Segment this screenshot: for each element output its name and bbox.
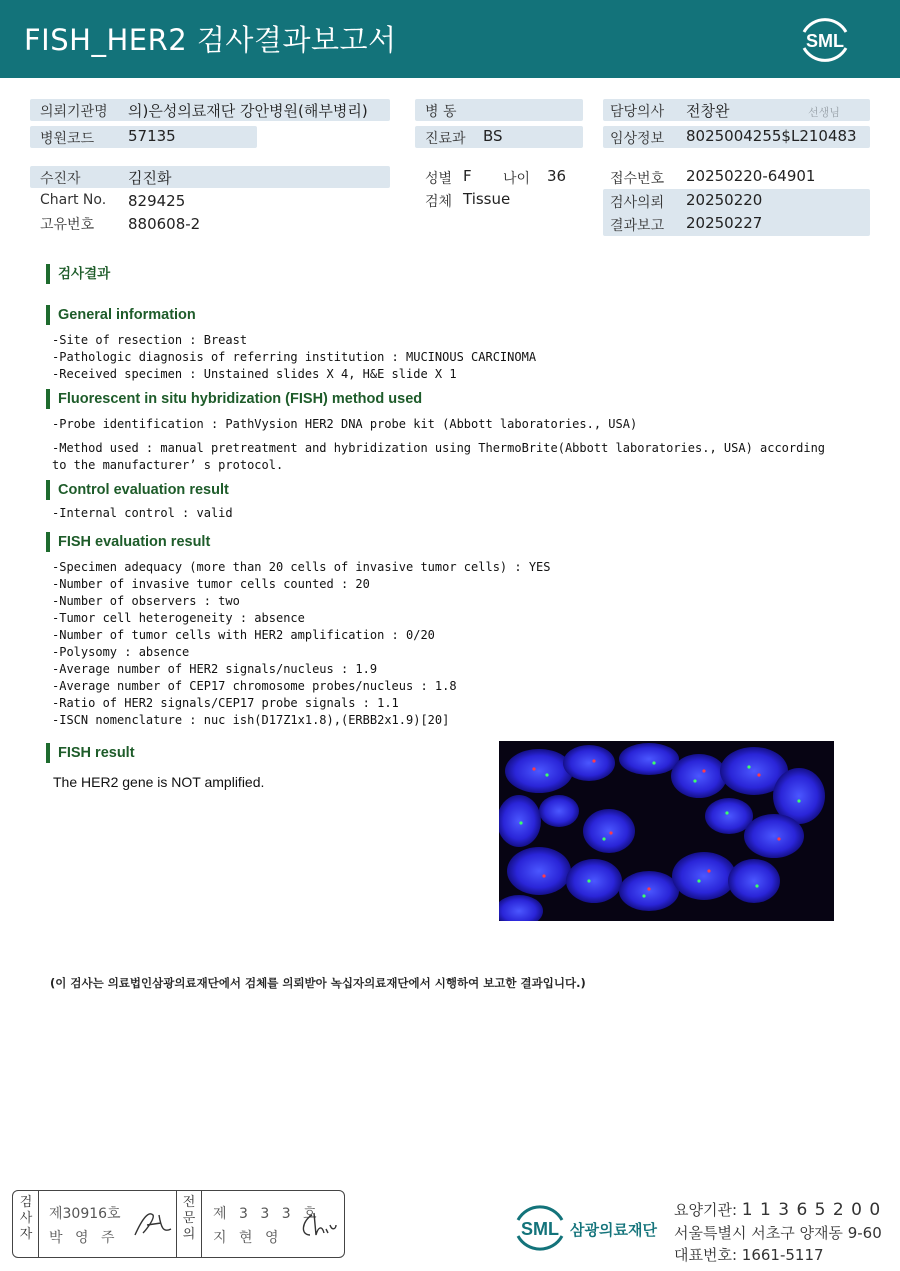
tester-license: 제30916호 — [49, 1206, 121, 1222]
institution-label: 의뢰기관명 — [40, 104, 108, 120]
tester-signature-icon — [131, 1205, 175, 1243]
hospital-code-value: 57135 — [128, 127, 176, 145]
method-line: -Method used : manual pretreatment and hybridization using ThermoBrite(Abbott laboratories., USA) according — [52, 441, 826, 455]
method-title: Fluorescent in situ hybridization (FISH) method used — [46, 389, 422, 409]
department-label: 진료과 — [425, 131, 466, 147]
doctor-label: 담당의사 — [610, 104, 665, 120]
sex-value: F — [463, 167, 472, 185]
clinical-value: 8025004255$L210483 — [686, 127, 857, 145]
method-line: -Probe identification : PathVysion HER2 DNA probe kit (Abbott laboratories., USA) — [52, 417, 638, 431]
sign-divider — [38, 1191, 39, 1257]
address: 서울특별시 서초구 양재동 9-60 — [674, 1224, 882, 1242]
patient-value: 김진화 — [128, 169, 172, 187]
age-label: 나이 — [503, 171, 531, 187]
evaluation-line: -Number of observers : two — [52, 594, 240, 608]
evaluation-line: -Tumor cell heterogeneity : absence — [52, 611, 305, 625]
svg-text:SML: SML — [521, 1219, 559, 1239]
patient-row — [30, 166, 390, 188]
id-label: 고유번호 — [40, 217, 95, 233]
specimen-label: 검체 — [425, 194, 453, 210]
ward-label: 병 동 — [425, 104, 457, 120]
report-date-label: 결과보고 — [610, 218, 665, 234]
evaluation-line: -Number of invasive tumor cells counted : 20 — [52, 577, 370, 591]
tester-name: 박 영 주 — [49, 1230, 119, 1246]
method-line: to the manufacturer’ s protocol. — [52, 458, 284, 472]
fish-result-title: FISH result — [46, 743, 135, 763]
specialist-signature-icon — [296, 1207, 338, 1243]
report-title: FISH_HER2 검사결과보고서 — [24, 23, 397, 57]
control-title: Control evaluation result — [46, 480, 229, 500]
phone-label: 대표번호: — [674, 1246, 738, 1264]
evaluation-line: -Average number of HER2 signals/nucleus : 1.9 — [52, 662, 378, 676]
chart-label: Chart No. — [40, 192, 107, 208]
tester-label: 검사자 — [19, 1195, 33, 1242]
clinical-label: 임상정보 — [610, 131, 665, 147]
result-section-title: 검사결과 — [46, 264, 110, 284]
request-label: 검사의뢰 — [610, 195, 665, 211]
sml-footer-logo-icon — [510, 1200, 570, 1256]
phone-value: 1661-5117 — [741, 1246, 824, 1264]
report-date-value: 20250227 — [686, 214, 763, 232]
sign-divider — [201, 1191, 202, 1257]
request-value: 20250220 — [686, 191, 763, 209]
signature-box — [12, 1190, 345, 1258]
care-id-value: 1 1 3 6 5 2 0 0 — [741, 1200, 882, 1220]
sign-divider — [176, 1191, 177, 1257]
evaluation-title: FISH evaluation result — [46, 532, 210, 552]
department-value: BS — [483, 127, 503, 145]
control-line: -Internal control : valid — [52, 506, 233, 520]
institution-value: 의)은성의료재단 강안병원(해부병리) — [128, 102, 368, 120]
report-footnote: (이 검사는 의료법인삼광의료재단에서 검체를 의뢰받아 녹십자의료재단에서 시행하여 보고한 결과입니다.) — [50, 976, 586, 990]
general-line: -Site of resection : Breast — [52, 333, 248, 347]
evaluation-line: -Number of tumor cells with HER2 amplification : 0/20 — [52, 628, 435, 642]
specialist-license: 제 3 3 3 호 — [213, 1206, 321, 1222]
fish-microscopy-image — [499, 741, 834, 921]
general-line: -Received specimen : Unstained slides X 4, H&E slide X 1 — [52, 367, 457, 381]
phone-line — [674, 1244, 824, 1265]
patient-label: 수진자 — [40, 171, 81, 187]
org-name: 삼광의료재단 — [570, 1221, 657, 1239]
doctor-value: 전창완 — [686, 102, 730, 120]
doctor-suffix: 선생님 — [808, 106, 840, 119]
receipt-label: 접수번호 — [610, 171, 665, 187]
specialist-name: 지 현 영 — [213, 1230, 283, 1246]
age-value: 36 — [547, 167, 567, 185]
evaluation-line: -Ratio of HER2 signals/CEP17 probe signals : 1.1 — [52, 696, 399, 710]
evaluation-line: -ISCN nomenclature : nuc ish(D17Z1x1.8),(ERBB2x1.9)[20] — [52, 713, 450, 727]
sml-logo-icon — [796, 12, 854, 66]
care-id-line — [674, 1199, 881, 1220]
sex-label: 성별 — [425, 171, 453, 187]
chart-value: 829425 — [128, 192, 186, 210]
evaluation-line: -Polysomy : absence — [52, 645, 190, 659]
receipt-value: 20250220-64901 — [686, 167, 816, 185]
specialist-label: 전문의 — [182, 1195, 196, 1242]
evaluation-line: -Specimen adequacy (more than 20 cells of invasive tumor cells) : YES — [52, 560, 551, 574]
svg-text:SML: SML — [806, 31, 844, 51]
hospital-code-label: 병원코드 — [40, 131, 95, 147]
general-info-title: General information — [46, 305, 196, 325]
id-value: 880608-2 — [128, 215, 201, 233]
report-header — [0, 0, 900, 78]
care-id-label: 요양기관: — [674, 1201, 738, 1219]
fish-result-text: The HER2 gene is NOT amplified. — [53, 774, 265, 790]
general-line: -Pathologic diagnosis of referring institution : MUCINOUS CARCINOMA — [52, 350, 537, 364]
evaluation-line: -Average number of CEP17 chromosome probes/nucleus : 1.8 — [52, 679, 457, 693]
specimen-value: Tissue — [463, 190, 511, 208]
